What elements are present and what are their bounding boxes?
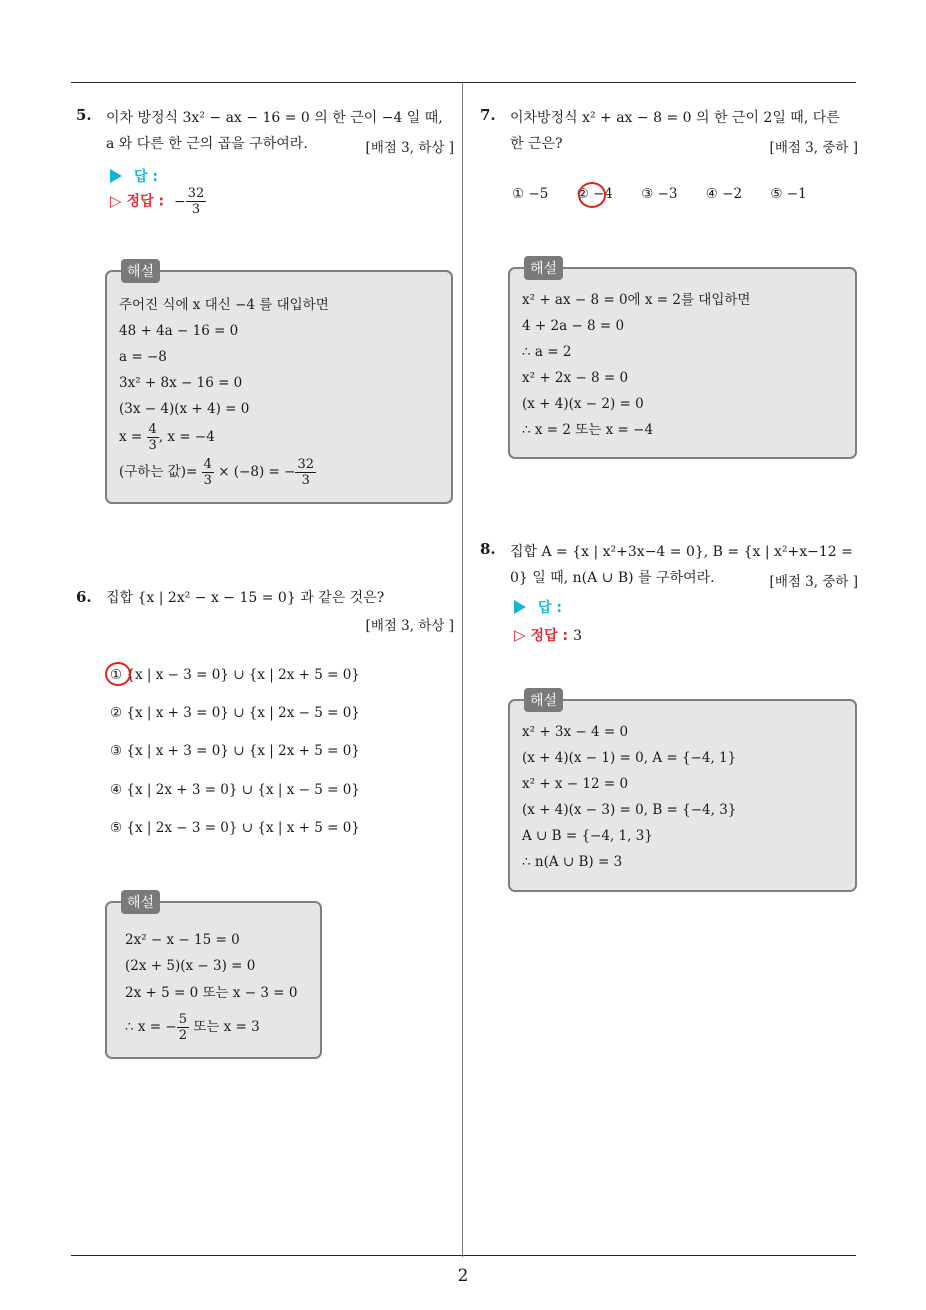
question-text-line1: 집합 {x | 2x² − x − 15 = 0} 과 같은 것은? [106,590,385,606]
explanation-line: (x + 4)(x − 1) = 0, A = {−4, 1} [522,750,737,766]
answer-label: 답 : [538,600,562,616]
explanation-line: ∴ x = − $\frac{5}{2}$ 또는 x = 3 [125,1012,260,1043]
choice-2[interactable]: ② −4 [576,186,613,202]
play-icon [514,600,526,614]
question-text-line1: 이차방정식 x² + ax − 8 = 0 의 한 근이 2일 때, 다른 [510,110,840,126]
explanation-line: 2x² − x − 15 = 0 [125,932,240,948]
explanation-box-q8 [508,693,857,892]
choice-1[interactable]: ① −5 [512,186,549,202]
selected-mark-icon [578,182,606,208]
outline-triangle-icon: ▷ [110,191,122,210]
solution-value: − $\frac{32}{3}$ [173,186,205,217]
option-3[interactable]: ③ {x | x + 3 = 0} ∪ {x | 2x + 5 = 0} [110,743,360,759]
question-6 [76,588,454,634]
outline-triangle-icon: ▷ [514,626,526,644]
solution-line [514,625,582,645]
play-icon [110,169,122,183]
option-2[interactable]: ② {x | x + 3 = 0} ∪ {x | 2x − 5 = 0} [110,705,360,721]
question-text-line2: 0} 일 때, n(A ∪ B) 를 구하여라. [510,570,715,586]
solution-line [110,186,206,217]
question-meta: [배점 3, 하상 ] [365,140,454,156]
option-5[interactable]: ⑤ {x | 2x − 3 = 0} ∪ {x | x + 5 = 0} [110,820,360,836]
explanation-line: x² + 3x − 4 = 0 [522,724,629,740]
explanation-line: 48 + 4a − 16 = 0 [119,323,239,339]
explanation-lines [125,927,297,1047]
page-number: 2 [457,1266,469,1286]
question-text-line2: 한 근은? [510,136,563,152]
question-number: 7. [480,106,496,124]
choice-5[interactable]: ⑤ −1 [770,186,807,202]
explanation-lines [522,287,750,443]
answer-label: 답 : [134,169,158,185]
explanation-tag: 해설 [121,259,160,283]
question-8 [480,540,858,650]
explanation-line: x = $\frac{4}{3}$ , x = −4 [119,422,215,453]
explanation-tag: 해설 [524,256,563,280]
explanation-line: (x + 4)(x − 2) = 0 [522,396,644,412]
explanation-line: ∴ a = 2 [522,344,572,360]
selected-mark-icon [105,662,131,686]
explanation-box-q6 [105,895,322,1059]
explanation-line: ∴ n(A ∪ B) = 3 [522,854,623,870]
choice-4[interactable]: ④ −2 [705,186,743,202]
explanation-lines [522,719,736,875]
answer-line [110,166,158,186]
explanation-line: x² + ax − 8 = 0에 x = 2를 대입하면 [522,292,751,308]
top-rule [71,82,856,83]
option-4[interactable]: ④ {x | 2x + 3 = 0} ∪ {x | x − 5 = 0} [110,782,360,798]
answer-line [514,597,562,617]
choices-q7 [512,186,831,202]
solution-label: 정답 : [126,193,165,210]
explanation-line: a = −8 [119,349,167,365]
explanation-box-q5 [105,264,453,504]
bottom-rule [71,1255,856,1256]
question-7 [480,106,858,166]
question-meta: [배점 3, 하상 ] [365,618,454,634]
explanation-box-q7 [508,261,857,459]
question-number: 6. [76,588,92,606]
solution-label: 정답 : [530,628,569,644]
explanation-line: (3x − 4)(x + 4) = 0 [119,401,250,417]
question-text-line1: 집합 A = {x | x²+3x−4 = 0}, B = {x | x²+x−12 = [510,544,853,560]
explanation-tag: 해설 [524,688,563,712]
explanation-line: 2x + 5 = 0 또는 x − 3 = 0 [125,985,298,1001]
explanation-line: (구하는 값)= $\frac{4}{3}$ × (−8) = − $\frac{32}{3}$ [119,457,314,488]
explanation-tag: 해설 [121,890,160,914]
choice-3[interactable]: ③ −3 [641,186,678,202]
explanation-lines [119,292,329,492]
explanation-line: x² + x − 12 = 0 [522,776,629,792]
explanation-line: (2x + 5)(x − 3) = 0 [125,958,256,974]
explanation-line: x² + 2x − 8 = 0 [522,370,629,386]
solution-value: 3 [573,628,582,644]
question-number: 5. [76,106,92,124]
explanation-line: ∴ x = 2 또는 x = −4 [522,422,654,438]
explanation-line: 3x² + 8x − 16 = 0 [119,375,243,391]
question-text-line2: a 와 다른 한 근의 곱을 구하여라. [106,136,308,152]
explanation-line: 주어진 식에 x 대신 −4 를 대입하면 [119,297,329,313]
explanation-line: 4 + 2a − 8 = 0 [522,318,625,334]
explanation-line: (x + 4)(x − 3) = 0, B = {−4, 3} [522,802,737,818]
column-divider [462,82,463,1257]
question-number: 8. [480,540,496,558]
option-1[interactable]: ① {x | x − 3 = 0} ∪ {x | 2x + 5 = 0} [110,667,360,683]
question-meta: [배점 3, 중하 ] [769,140,858,156]
explanation-line: A ∪ B = {−4, 1, 3} [522,828,653,844]
question-meta: [배점 3, 중하 ] [769,574,858,590]
question-text-line1: 이차 방정식 3x² − ax − 16 = 0 의 한 근이 −4 일 때, [106,110,443,126]
